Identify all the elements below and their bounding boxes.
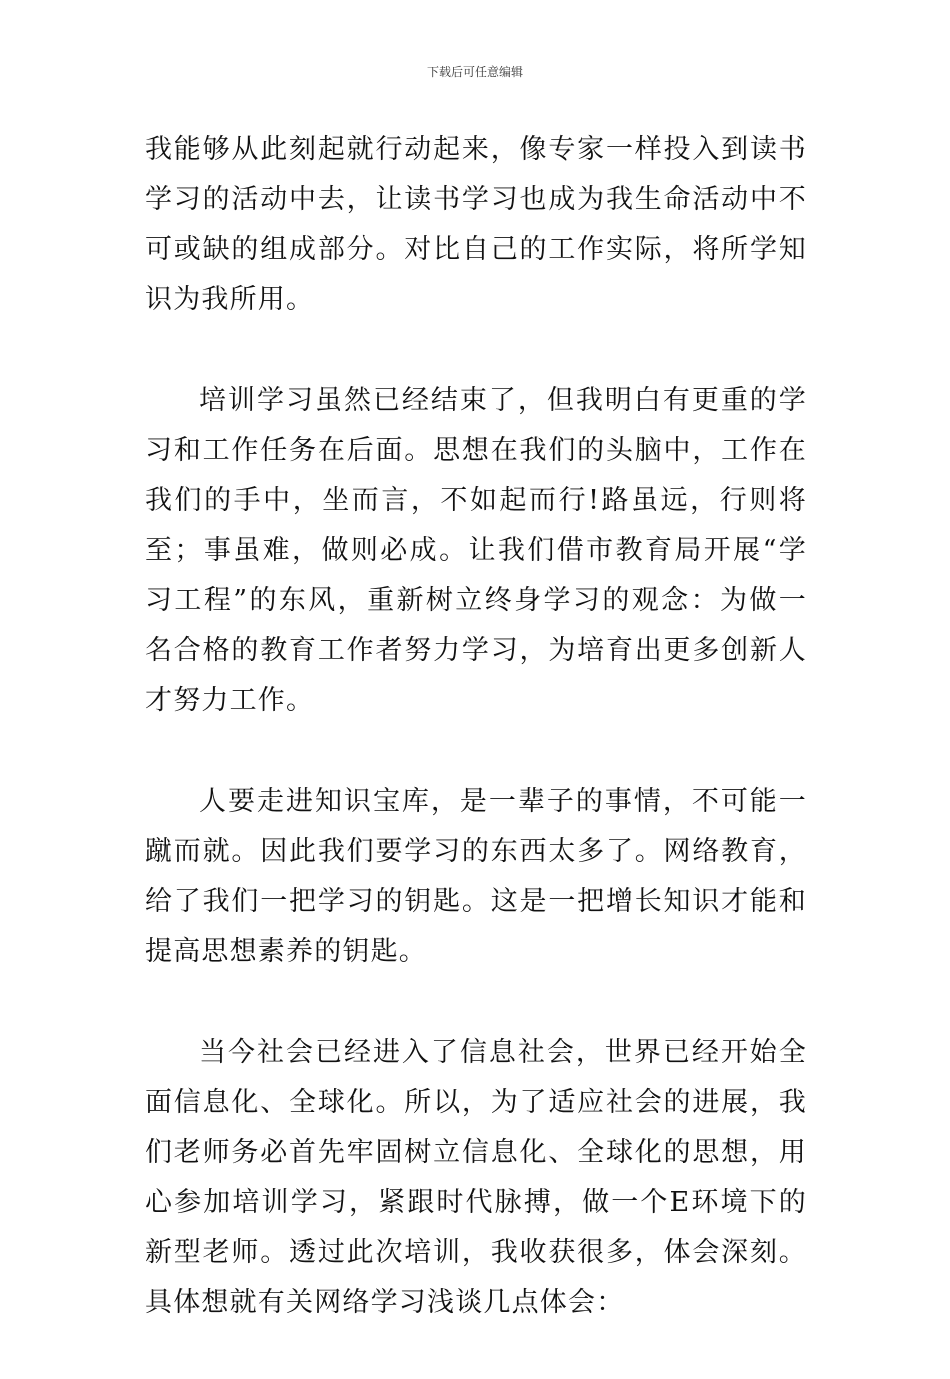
- page-header: 下载后可任意编辑: [426, 65, 523, 79]
- paragraph-4: 当今社会已经进入了信息社会，世界已经开始全面信息化、全球化。所以，为了适应社会的进展，我们老师务必首先牢固树立信息化、全球化的思想，用心参加培训学习，紧跟时代脉搏，做一个E环境下的新型老师。透过此次培训，我收获很多，体会深刻。具体想就有关网络学习浅谈几点体会：: [145, 1037, 807, 1318]
- paragraph-3: 人要走进知识宝库，是一辈子的事情，不可能一蹴而就。因此我们要学习的东西太多了。网络教育，给了我们一把学习的钥匙。这是一把增长知识才能和提高思想素养的钥匙。: [145, 786, 807, 967]
- document-body: [145, 125, 807, 1379]
- paragraph-2: 培训学习虽然已经结束了，但我明白有更重的学习和工作任务在后面。思想在我们的头脑中，工作在我们的手中，坐而言，不如起而行!路虽远，行则将至；事虽难，做则必成。让我们借市教育局开展“学习工程”的东风，重新树立终身学习的观念：为做一名合格的教育工作者努力学习，为培育出更多创新人才努力工作。: [145, 385, 807, 716]
- paragraph-1: 我能够从此刻起就行动起来，像专家一样投入到读书学习的活动中去，让读书学习也成为我生命活动中不可或缺的组成部分。对比自己的工作实际，将所学知识为我所用。: [145, 134, 807, 315]
